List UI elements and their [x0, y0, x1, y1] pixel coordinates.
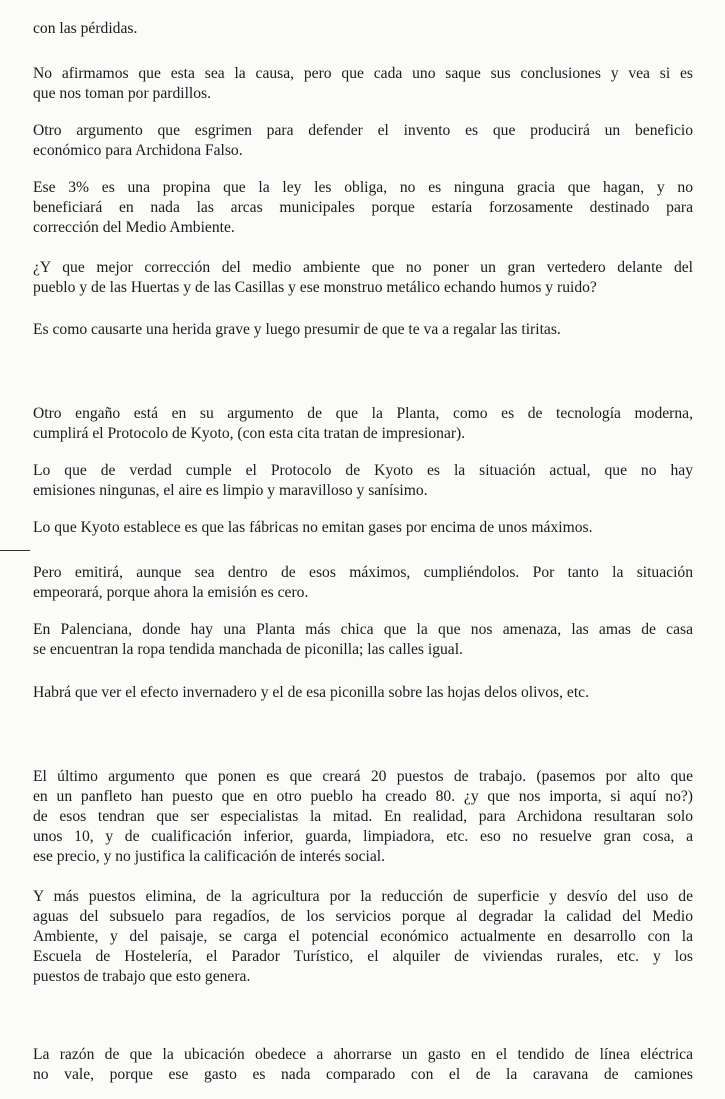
paragraph: [33, 518, 693, 538]
paragraph: [33, 404, 693, 444]
text-line: económico para Archidona Falso.: [33, 142, 243, 159]
paragraph: [33, 320, 693, 340]
text-line: con las pérdidas.: [33, 20, 138, 37]
paragraph: [33, 767, 693, 867]
text-line: de esos tendran que ser especialistas la mitad. En realidad, para Archidona resultaran solo: [33, 808, 693, 825]
paragraph: [33, 461, 693, 501]
text-line: cumplirá el Protocolo de Kyoto, (con esta cita tratan de impresionar).: [33, 425, 466, 442]
text-line: en un panfleto han puesto que en otro pueblo ha creado 80. ¿y que nos importa, si aquí no?): [33, 788, 693, 805]
text-line: El último argumento que ponen es que creará 20 puestos de trabajo. (pasemos por alto que: [33, 768, 693, 785]
paragraph: [33, 258, 693, 298]
text-line: La razón de que la ubicación obedece a ahorrarse un gasto en el tendido de línea eléctrica: [33, 1046, 693, 1063]
paragraph: [33, 1045, 693, 1085]
text-line: En Palenciana, donde hay una Planta más chica que la que nos amenaza, las amas de casa: [33, 621, 693, 638]
paragraph: [33, 887, 693, 987]
text-line: pueblo y de las Huertas y de las Casillas y ese monstruo metálico echando humos y ruido?: [33, 279, 597, 296]
text-line: empeorará, porque ahora la emisión es cero.: [33, 584, 309, 601]
text-line: Escuela de Hostelería, el Parador Turístico, el alquiler de viviendas rurales, etc. y los: [33, 948, 693, 965]
text-line: Y más puestos elimina, de la agricultura por la reducción de superficie y desvío del uso de: [33, 888, 693, 905]
text-line: puestos de trabajo que esto genera.: [33, 968, 251, 985]
text-line: No afirmamos que esta sea la causa, pero que cada uno saque sus conclusiones y vea si es: [33, 65, 693, 82]
text-line: no vale, porque ese gasto es nada comparado con el de la caravana de camiones: [33, 1066, 693, 1083]
paragraph: [33, 19, 693, 39]
text-line: Es como causarte una herida grave y luego presumir de que te va a regalar las tiritas.: [33, 321, 561, 338]
text-line: unos 10, y de cualificación inferior, guarda, limpiadora, etc. eso no resuelve gran cosa, a: [33, 828, 693, 845]
paragraph: [33, 64, 693, 104]
text-line: aguas del subsuelo para regadíos, de los servicios porque al degradar la calidad del Medio: [33, 908, 693, 925]
text-line: Lo que Kyoto establece es que las fábricas no emitan gases por encima de unos máximos.: [33, 519, 593, 536]
text-line: Otro engaño está en su argumento de que la Planta, como es de tecnología moderna,: [33, 405, 693, 422]
text-line: ¿Y que mejor corrección del medio ambiente que no poner un gran vertedero delante del: [33, 259, 693, 276]
paragraph: [33, 121, 693, 161]
text-line: se encuentran la ropa tendida manchada de piconilla; las calles igual.: [33, 641, 463, 658]
text-line: ese precio, y no justifica la calificación de interés social.: [33, 848, 386, 865]
text-line: corrección del Medio Ambiente.: [33, 219, 235, 236]
text-line: Ese 3% es una propina que la ley les obliga, no es ninguna gracia que hagan, y no: [33, 179, 693, 196]
paragraph: [33, 563, 693, 603]
text-line: emisiones ningunas, el aire es limpio y maravilloso y sanísimo.: [33, 482, 428, 499]
text-line: Ambiente, y del paisaje, se carga el potencial económico actualmente en desarrollo con la: [33, 928, 693, 945]
paragraph: [33, 620, 693, 660]
text-line: que nos toman por pardillos.: [33, 85, 212, 102]
text-line: Pero emitirá, aunque sea dentro de esos máximos, cumpliéndolos. Por tanto la situación: [33, 564, 693, 581]
margin-mark: [0, 550, 30, 551]
paragraph: [33, 683, 693, 703]
text-line: Otro argumento que esgrimen para defender el invento es que producirá un beneficio: [33, 122, 693, 139]
text-line: Habrá que ver el efecto invernadero y el de esa piconilla sobre las hojas delos olivos, etc.: [33, 684, 589, 701]
text-line: Lo que de verdad cumple el Protocolo de Kyoto es la situación actual, que no hay: [33, 462, 693, 479]
paragraph: [33, 178, 693, 238]
text-line: beneficiará en nada las arcas municipales porque estaría forzosamente destinado para: [33, 199, 693, 216]
